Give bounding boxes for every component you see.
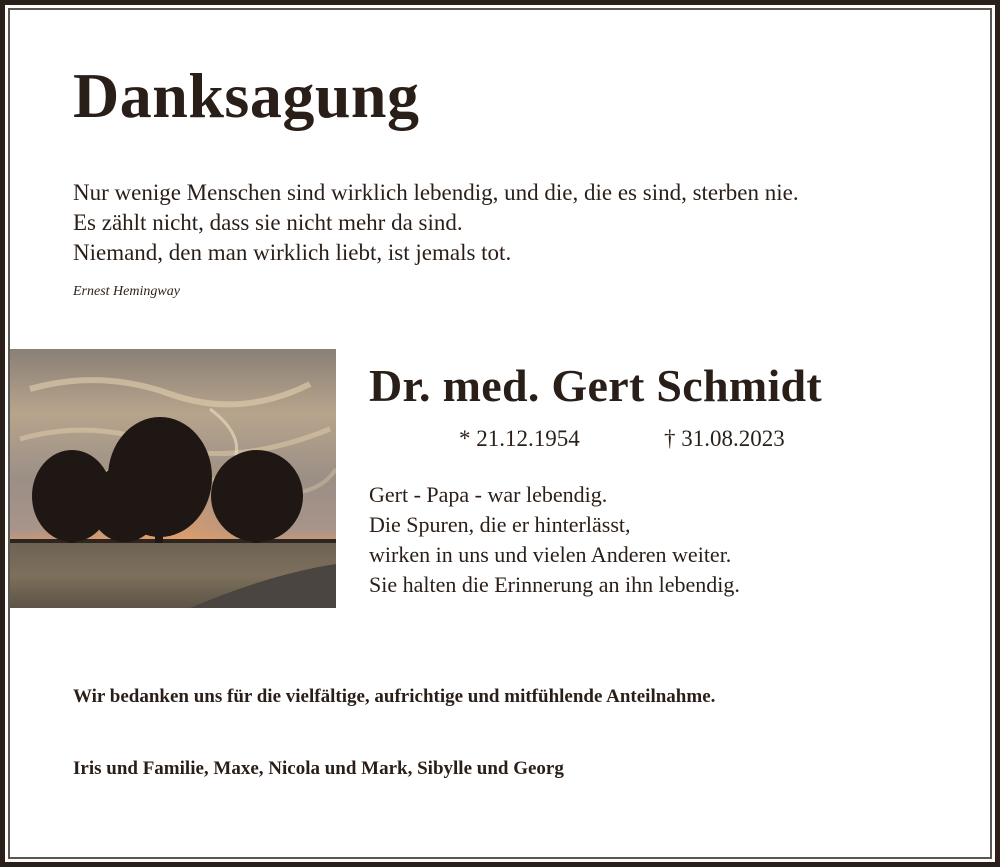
- verse-line: Sie halten die Erinnerung an ihn lebendig.: [369, 572, 740, 597]
- thanks-statement: Wir bedanken uns für die vielfältige, aufrichtige und mitfühlende Anteilnahme.: [73, 686, 716, 707]
- deceased-name: Dr. med. Gert Schmidt: [369, 360, 823, 411]
- quote-line: Niemand, den man wirklich liebt, ist jemals tot.: [73, 240, 512, 265]
- verse-block: [369, 480, 740, 600]
- signers: Iris und Familie, Maxe, Nicola und Mark, Sibylle und Georg: [73, 758, 564, 779]
- verse-line: Gert - Papa - war lebendig.: [369, 482, 608, 507]
- page-title: Danksagung: [73, 60, 420, 131]
- memorial-photo: [10, 349, 336, 608]
- quote-line: Es zählt nicht, dass sie nicht mehr da sind.: [73, 210, 463, 235]
- quote-line: Nur wenige Menschen sind wirklich lebendig, und die, die es sind, sterben nie.: [73, 180, 799, 205]
- verse-line: wirken in uns und vielen Anderen weiter.: [369, 542, 732, 567]
- verse-line: Die Spuren, die er hinterlässt,: [369, 512, 631, 537]
- quote-author: Ernest Hemingway: [73, 284, 180, 299]
- death-date: † 31.08.2023: [664, 426, 785, 451]
- birth-date: * 21.12.1954: [459, 426, 580, 451]
- quote-block: [73, 178, 799, 268]
